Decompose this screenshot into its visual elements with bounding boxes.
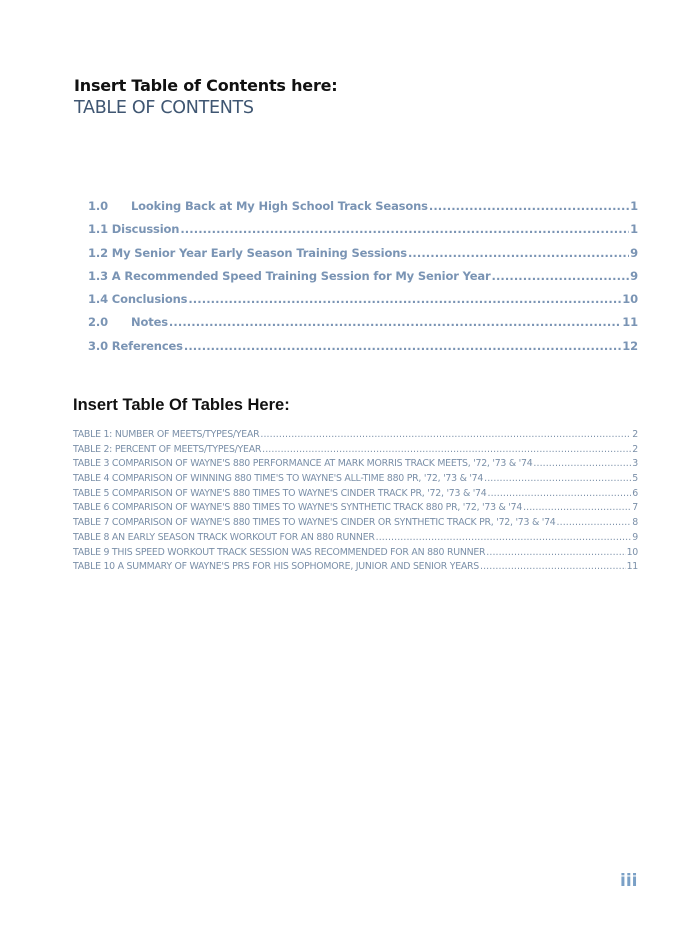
- table-list-entry[interactable]: [73, 532, 638, 547]
- toc-entry[interactable]: [88, 199, 638, 222]
- table-entry-page: 2: [632, 429, 638, 440]
- table-entry-text: TABLE 10 A SUMMARY OF WAYNE'S PRS FOR HIS SOPHOMORE, JUNIOR AND SENIOR YEARS: [73, 561, 480, 573]
- toc-entry-text: 3.0 References: [88, 338, 183, 353]
- table-list-entry[interactable]: [73, 502, 638, 517]
- toc-entry[interactable]: [88, 269, 638, 292]
- table-entry-page: 7: [632, 502, 638, 514]
- toc-entry-text: 1.4 Conclusions: [88, 292, 188, 307]
- table-entry-text: TABLE 6 COMPARISON OF WAYNE'S 880 TIMES TO WAYNE'S SYNTHETIC TRACK 880 PR, '72, '73 & '74: [73, 502, 523, 514]
- dot-leader: [557, 517, 632, 528]
- toc-entry[interactable]: [88, 315, 638, 338]
- dot-leader: [188, 292, 621, 306]
- table-entry-page: 9: [632, 531, 638, 543]
- table-list-entry[interactable]: [73, 517, 638, 532]
- table-entry-text: TABLE 7 COMPARISON OF WAYNE'S 880 TIMES TO WAYNE'S CINDER OR SYNTHETIC TRACK PR, '72, '73 & '74: [73, 517, 556, 529]
- toc-entry-page: 9: [630, 245, 638, 260]
- table-entry-page: 2: [632, 443, 638, 455]
- toc-entry-number: 2.0: [88, 315, 108, 330]
- table-list-entry[interactable]: [73, 561, 638, 576]
- dot-leader: [492, 269, 630, 283]
- dot-leader: [169, 315, 621, 329]
- dot-leader: [484, 473, 631, 484]
- dot-leader: [180, 222, 629, 236]
- table-entry-page: 3: [632, 458, 638, 470]
- toc-entry[interactable]: [88, 339, 638, 362]
- table-entry-text: TABLE 5 COMPARISON OF WAYNE'S 880 TIMES TO WAYNE'S CINDER TRACK PR, '72, '73 & '74: [73, 487, 487, 499]
- toc-entry[interactable]: [88, 246, 638, 269]
- toc-entry-text: 1.2 My Senior Year Early Season Training Sessions: [88, 245, 407, 260]
- table-list-entry[interactable]: [73, 547, 638, 562]
- dot-leader: [533, 458, 631, 469]
- dot-leader: [376, 532, 632, 543]
- table-list-entry[interactable]: [73, 473, 638, 488]
- page-number: iii: [620, 871, 638, 891]
- dot-leader: [486, 547, 625, 558]
- toc-entry-text: 1.3 A Recommended Speed Training Session for My Senior Year: [88, 268, 491, 283]
- table-entry-text: TABLE 3 COMPARISON OF WAYNE'S 880 PERFORMANCE AT MARK MORRIS TRACK MEETS, '72, '73 & '74: [73, 458, 533, 470]
- table-of-tables-list: [73, 429, 638, 576]
- dot-leader: [523, 502, 631, 513]
- dot-leader: [488, 488, 632, 499]
- table-entry-page: 5: [632, 473, 638, 485]
- table-list-entry[interactable]: [73, 429, 638, 444]
- dot-leader: [184, 339, 621, 353]
- dot-leader: [260, 429, 631, 440]
- dot-leader: [429, 199, 629, 213]
- toc-entry-page: 1: [630, 199, 638, 213]
- dot-leader: [408, 246, 629, 260]
- table-entry-text: TABLE 9 THIS SPEED WORKOUT TRACK SESSION WAS RECOMMENDED FOR AN 880 RUNNER: [73, 546, 486, 558]
- dot-leader: [262, 444, 631, 455]
- table-list-entry[interactable]: [73, 488, 638, 503]
- table-entry-text: TABLE 1: NUMBER OF MEETS/TYPES/YEAR: [73, 429, 260, 440]
- toc-entry[interactable]: [88, 222, 638, 245]
- toc-entry[interactable]: [88, 292, 638, 315]
- table-list-entry[interactable]: [73, 444, 638, 459]
- table-entry-page: 6: [632, 487, 638, 499]
- toc-entry-text: Looking Back at My High School Track Seasons: [131, 199, 428, 213]
- toc-entry-text: 1.1 Discussion: [88, 222, 180, 237]
- table-entry-page: 10: [626, 546, 638, 558]
- toc-title: TABLE OF CONTENTS: [74, 98, 254, 118]
- table-entry-text: TABLE 4 COMPARISON OF WINNING 880 TIME'S TO WAYNE'S ALL-TIME 880 PR, '72, '73 & '74: [73, 473, 484, 485]
- table-entry-text: TABLE 2: PERCENT OF MEETS/TYPES/YEAR: [73, 443, 262, 455]
- tables-insert-heading: Insert Table Of Tables Here:: [73, 396, 290, 414]
- table-entry-text: TABLE 8 AN EARLY SEASON TRACK WORKOUT FOR AN 880 RUNNER: [73, 531, 375, 543]
- toc-entry-number: 1.0: [88, 199, 108, 213]
- table-list-entry[interactable]: [73, 458, 638, 473]
- toc-entry-page: 9: [630, 268, 638, 283]
- toc-entry-page: 11: [622, 315, 638, 330]
- toc-entry-page: 1: [630, 222, 638, 237]
- toc-entry-page: 12: [622, 338, 638, 353]
- table-entry-page: 11: [626, 561, 638, 573]
- toc-entry-page: 10: [622, 292, 638, 307]
- toc-insert-heading: Insert Table of Contents here:: [74, 76, 338, 95]
- table-entry-page: 8: [632, 517, 638, 529]
- toc-list: [88, 199, 638, 362]
- toc-entry-text: Notes: [131, 315, 168, 330]
- dot-leader: [480, 561, 626, 572]
